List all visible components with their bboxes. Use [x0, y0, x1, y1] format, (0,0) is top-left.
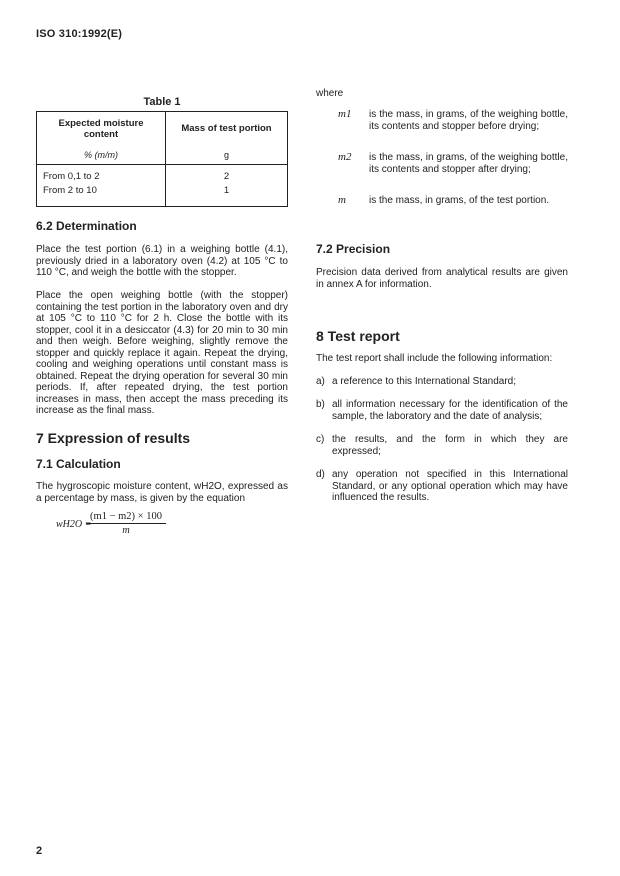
definition-text: is the mass, in grams, of the weighing bottle, its contents and stopper after drying;	[369, 152, 568, 175]
list-item-text: any operation not specified in this International Standard, or any optional operation which may have influenced the results.	[332, 469, 568, 503]
list-item-label: b)	[316, 399, 325, 410]
where-label: where	[316, 88, 344, 99]
section-7-1-heading: 7.1 Calculation	[36, 457, 121, 471]
table-title: Table 1	[143, 96, 181, 108]
section-6-2-heading: 6.2 Determination	[36, 219, 137, 233]
document-id: ISO 310:1992(E)	[36, 28, 123, 40]
section-7-1-para: The hygroscopic moisture content, wH2O, expressed as a percentage by mass, is given by the equation	[36, 481, 288, 504]
table-cell-mass: 2	[223, 171, 230, 182]
symbol: m1	[338, 108, 352, 120]
section-6-2-para-1: Place the test portion (6.1) in a weighing bottle (4.1), previously dried in a laboratory oven (4.2) at 105 °C to 110 °C, and weigh the bottle with the stopper.	[36, 244, 288, 278]
symbol: m	[338, 194, 346, 206]
table-header-mass: Mass of test portion	[181, 123, 272, 135]
list-item-label: d)	[316, 469, 325, 480]
list-item-label: a)	[316, 376, 325, 387]
table-cell-range: From 2 to 10	[37, 184, 166, 206]
list-item-text: the results, and the form in which they are expressed;	[332, 434, 568, 457]
section-7-2-para: Precision data derived from analytical results are given in annex A for information.	[316, 267, 568, 290]
section-6-2-para-2: Place the open weighing bottle (with the stopper) containing the test portion in the laboratory oven and dry at 105 °C to 110 °C for 2 h. Close the bottle with its stopper, cool it in a desiccator (4.3) for 20 min to 30 min and then weigh. Before weighing, slightly remove the stopper and quickly replace it again. Repeat the drying, cooling and weighing operations until constant mass is obtained. Repeat the drying operation for several 30 min periods. If, after repeated drying, the test portion increases in mass, then accept the mass preceding its increase as the final mass.	[36, 290, 288, 416]
table-cell-mass: 1	[223, 185, 230, 196]
equation-denominator: m	[122, 525, 130, 536]
section-8-heading: 8 Test report	[316, 328, 400, 344]
definition-text: is the mass, in grams, of the test portion.	[369, 195, 550, 206]
list-item-label: c)	[316, 434, 325, 445]
table-header-moisture: Expected moisture content	[37, 112, 166, 146]
equation-lhs: wH2O =	[56, 519, 92, 530]
table-unit-moisture: % (m/m)	[37, 146, 166, 165]
list-item-text: a reference to this International Standard;	[332, 376, 517, 387]
symbol: m2	[338, 151, 352, 163]
table-cell-range: From 0,1 to 2	[37, 164, 166, 184]
equation-numerator: (m1 − m2) × 100	[86, 511, 166, 524]
list-item-text: all information necessary for the identification of the sample, the laboratory and the date of analysis;	[332, 399, 568, 422]
section-7-2-heading: 7.2 Precision	[316, 242, 391, 256]
section-8-intro: The test report shall include the following information:	[316, 353, 553, 364]
section-7-heading: 7 Expression of results	[36, 430, 191, 446]
definition-text: is the mass, in grams, of the weighing bottle, its contents and stopper before drying;	[369, 109, 568, 132]
table-unit-mass: g	[223, 149, 229, 160]
table-1	[36, 111, 288, 207]
page-number: 2	[36, 845, 43, 857]
